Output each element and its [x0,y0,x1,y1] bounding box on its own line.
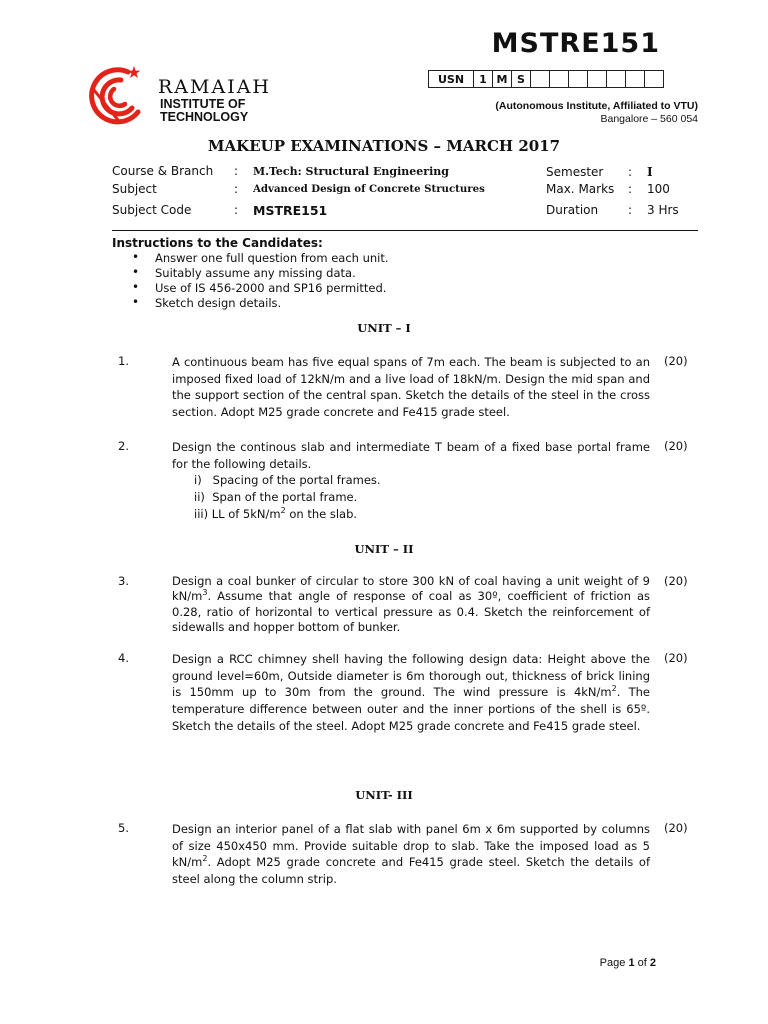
bullet-icon: • [132,295,140,309]
unit-heading: UNIT – II [354,542,414,556]
question-text [172,439,650,472]
usn-box [428,70,664,88]
exam-title: MAKEUP EXAMINATIONS – MARCH 2017 [207,137,561,155]
affiliation-block [495,100,698,126]
question-text [172,574,650,635]
question-body: Design a RCC chimney shell having the following design data: Height above the ground level=60m, Outside diameter is 6m thorough out, thickness of brick lining is 150mm up to 30m from the ground. The wind pressure is $4kN/m^2$. The temperature difference between outer and the inner portions of the shell is 65º. Sketch the details of the steel. Adopt M25 grade concrete and Fe415 grade steel. [172,652,650,733]
page-indicator: Page 1 of 2 [599,957,656,969]
question-body: A continuous beam has five equal spans of 7m each. The beam is subjected to an imposed fixed load of 12kN/m and a live load of 18kN/m. Design the mid span and the support section of the central span. Sketch the details of the steel in the cross section. Adopt M25 grade concrete and Fe415 grade steel. [172,355,650,420]
sub-item-list [194,472,381,523]
unit-heading: UNIT- III [355,788,413,802]
divider [112,230,698,231]
institute-subtitle-line1: INSTITUTE OF [160,97,246,111]
sub-item: ii) Span of the portal frame. [194,490,358,504]
usn-cell[interactable] [607,71,626,88]
usn-cell[interactable] [588,71,607,88]
colon: : [234,164,239,178]
question-number: 1. [118,354,129,368]
colon: : [628,203,633,217]
question-number: 2. [118,439,129,453]
colon: : [234,182,239,196]
usn-cell[interactable] [626,71,645,88]
usn-cell[interactable]: S [512,71,531,88]
instructions-title: Instructions to the Candidates: [112,236,323,250]
question-marks: (20) [664,439,688,453]
usn-cell[interactable]: M [493,71,512,88]
institute-subtitle-line2: TECHNOLOGY [160,110,249,124]
course-label: Course & Branch [112,164,214,178]
duration-label: Duration [546,203,599,217]
unit-heading: UNIT – I [357,321,411,335]
question-body: Design a coal bunker of circular to store 300 kN of coal having a unit weight of 9 $kN/m^3$. Assume that angle of response of coal as 30º, coefficient of friction as 0.28, ratio of horizontal to vertical pressure as 0.4. Sketch the reinforcement of sidewalls and hopper bottom of bunker. [172,574,650,634]
question-marks: (20) [664,651,688,665]
question-marks: (20) [664,821,688,835]
usn-cell[interactable] [550,71,569,88]
question-body: Design an interior panel of a flat slab with panel 6m x 6m supported by columns of size 450x450 mm. Provide suitable drop to slab. Take the imposed load as 5 $kN/m^2$. Adopt M25 grade concrete and Fe415 grade steel. Sketch the details of steel along the column strip. [172,822,650,887]
question-body: Design the continous slab and intermediate T beam of a fixed base portal frame for the following details. [172,440,650,471]
usn-cell[interactable] [569,71,588,88]
colon: : [628,165,633,179]
semester-value: I [647,165,653,179]
colon: : [234,203,239,217]
instruction-item: Answer one full question from each unit. [155,251,389,265]
subject-label: Subject [112,182,157,196]
bullet-icon: • [132,250,140,264]
sub-item: i) Spacing of the portal frames. [194,473,381,487]
question-marks: (20) [664,354,688,368]
instruction-item: Suitably assume any missing data. [155,266,356,280]
semester-label: Semester [546,165,604,179]
usn-cell[interactable]: 1 [474,71,493,88]
question-text [172,354,650,421]
subject-value: Advanced Design of Concrete Structures [253,183,485,195]
ramaiah-logo-icon [88,64,144,126]
bullet-icon: • [132,280,140,294]
question-text [172,651,650,735]
question-number: 4. [118,651,129,665]
question-number: 3. [118,574,129,588]
max-marks-label: Max. Marks [546,182,615,196]
course-value: M.Tech: Structural Engineering [253,165,449,178]
usn-cell[interactable] [531,71,550,88]
question-marks: (20) [664,574,688,588]
question-number: 5. [118,821,129,835]
usn-cell[interactable] [645,71,664,88]
usn-label: USN [429,71,474,88]
question-text [172,821,650,888]
bullet-icon: • [132,265,140,279]
city-text: Bangalore – 560 054 [600,113,698,125]
institute-name: RAMAIAH [158,76,271,98]
subject-code-label: Subject Code [112,203,192,217]
subject-code-value: MSTRE151 [253,203,328,218]
sub-item: iii) LL of $5kN/m^2$ on the slab. [194,506,358,521]
affiliation-text: (Autonomous Institute, Affiliated to VTU) [495,100,698,112]
colon: : [628,182,633,196]
instruction-item: Sketch design details. [155,296,282,310]
max-marks-value: 100 [647,182,670,196]
instruction-item: Use of IS 456-2000 and SP16 permitted. [155,281,387,295]
paper-code: MSTRE151 [491,28,660,59]
duration-value: 3 Hrs [647,203,679,217]
